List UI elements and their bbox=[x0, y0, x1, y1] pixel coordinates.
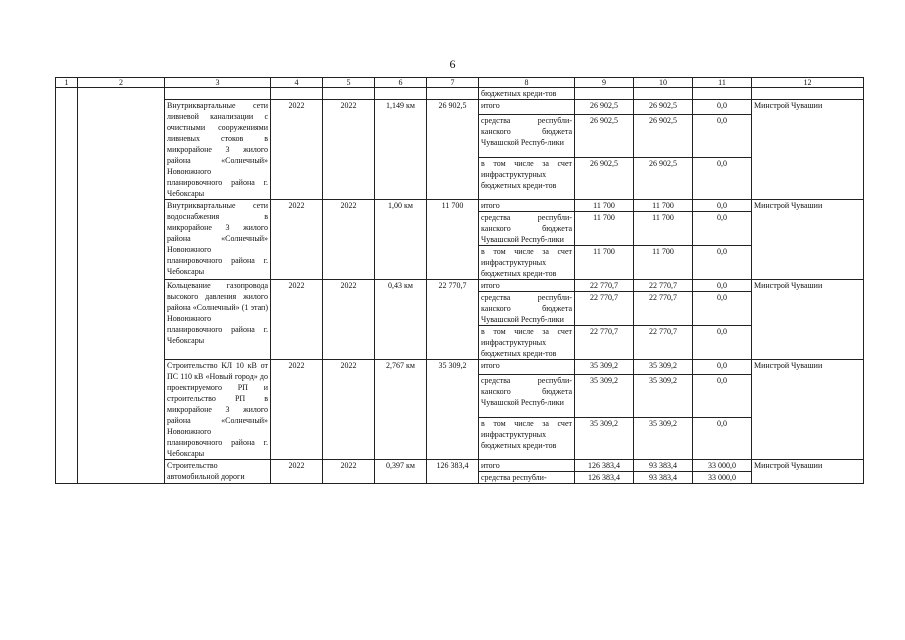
amount-col10: 93 383,4 bbox=[634, 460, 693, 472]
header-row bbox=[56, 78, 864, 88]
column-header: 8 bbox=[479, 78, 575, 88]
funding-source: итого bbox=[479, 460, 575, 472]
table-row bbox=[56, 88, 864, 100]
amount-col11: 0,0 bbox=[693, 115, 752, 158]
start-year: 2022 bbox=[271, 100, 323, 200]
amount-col10: 35 309,2 bbox=[634, 360, 693, 375]
amount-col9: 35 309,2 bbox=[575, 375, 634, 418]
amount-col10: 11 700 bbox=[634, 246, 693, 280]
amount-col9: 35 309,2 bbox=[575, 360, 634, 375]
amount-col10: 11 700 bbox=[634, 200, 693, 212]
amount-col10: 22 770,7 bbox=[634, 280, 693, 292]
amount-col10: 26 902,5 bbox=[634, 115, 693, 158]
amount-col9: 11 700 bbox=[575, 212, 634, 246]
project-name: Строительство автомобильной дороги bbox=[165, 460, 271, 484]
funding-source: средства республи-канского бюджета Чувашской Респуб-лики bbox=[479, 375, 575, 418]
table-row bbox=[56, 460, 864, 472]
funding-source: итого bbox=[479, 360, 575, 375]
amount-col10: 93 383,4 bbox=[634, 472, 693, 484]
funding-source: итого bbox=[479, 200, 575, 212]
start-year: 2022 bbox=[271, 200, 323, 280]
amount-col11: 0,0 bbox=[693, 212, 752, 246]
amount-col11: 0,0 bbox=[693, 246, 752, 280]
responsible-org: Минстрой Чувашии bbox=[752, 360, 864, 460]
project-name: Внутриквартальные сети ливневой канализации с очистными сооружениями ливневых стоков в микрорайоне 3 жилого района «Солнечный» Новоюжного планировочного района г. Чебоксары bbox=[165, 100, 271, 200]
responsible-org: Минстрой Чувашии bbox=[752, 200, 864, 280]
amount-col10: 22 770,7 bbox=[634, 326, 693, 360]
amount-col9: 11 700 bbox=[575, 200, 634, 212]
funding-source: средства республи-канского бюджета Чувашской Респуб-лики bbox=[479, 115, 575, 158]
funding-source: итого bbox=[479, 280, 575, 292]
amount-col9: 11 700 bbox=[575, 246, 634, 280]
capacity: 0,43 км bbox=[375, 280, 427, 360]
amount-col11: 0,0 bbox=[693, 157, 752, 200]
column-header: 6 bbox=[375, 78, 427, 88]
end-year: 2022 bbox=[323, 200, 375, 280]
amount-col10: 35 309,2 bbox=[634, 375, 693, 418]
funding-source: в том числе за счет инфраструктурных бюджетных креди-тов bbox=[479, 246, 575, 280]
amount-col9: 126 383,4 bbox=[575, 460, 634, 472]
amount-col11: 0,0 bbox=[693, 292, 752, 326]
responsible-org: Минстрой Чувашии bbox=[752, 460, 864, 484]
responsible-org: Минстрой Чувашии bbox=[752, 100, 864, 200]
cell-empty bbox=[271, 88, 323, 100]
project-name: Кольцевание газопровода высокого давления жилого района «Солнечный» (1 этап) Новоюжного планировочного района г. Чебоксары bbox=[165, 280, 271, 360]
amount-col9: 22 770,7 bbox=[575, 292, 634, 326]
funding-source: бюджетных креди-тов bbox=[479, 88, 575, 100]
cell-empty bbox=[323, 88, 375, 100]
column-header: 10 bbox=[634, 78, 693, 88]
column-header: 4 bbox=[271, 78, 323, 88]
amount-col9: 26 902,5 bbox=[575, 100, 634, 115]
amount-col9: 22 770,7 bbox=[575, 280, 634, 292]
estimated-cost: 35 309,2 bbox=[427, 360, 479, 460]
column-header: 2 bbox=[78, 78, 165, 88]
project-name: Строительство КЛ 10 кВ от ПС 110 кВ «Новый город» до проектируемого РП и строительство РП в микрорайоне 3 жилого района «Солнечный» Новоюжного планировочного района г. Чебоксары bbox=[165, 360, 271, 460]
capacity: 1,149 км bbox=[375, 100, 427, 200]
responsible-org: Минстрой Чувашии bbox=[752, 280, 864, 360]
amount-col10: 22 770,7 bbox=[634, 292, 693, 326]
amount-col9: 22 770,7 bbox=[575, 326, 634, 360]
table-row bbox=[56, 200, 864, 212]
column-header: 5 bbox=[323, 78, 375, 88]
amount-col10: 35 309,2 bbox=[634, 417, 693, 460]
cell-empty bbox=[165, 88, 271, 100]
amount-col11: 0,0 bbox=[693, 200, 752, 212]
capacity: 1,00 км bbox=[375, 200, 427, 280]
table-row bbox=[56, 280, 864, 292]
cell-empty bbox=[375, 88, 427, 100]
start-year: 2022 bbox=[271, 460, 323, 484]
amount-col11: 0,0 bbox=[693, 360, 752, 375]
amount-col10: 26 902,5 bbox=[634, 157, 693, 200]
end-year: 2022 bbox=[323, 280, 375, 360]
amount-col11: 33 000,0 bbox=[693, 460, 752, 472]
funding-source: в том числе за счет инфраструктурных бюджетных креди-тов bbox=[479, 157, 575, 200]
funding-source: в том числе за счет инфраструктурных бюджетных креди-тов bbox=[479, 417, 575, 460]
funding-source: средства республи- bbox=[479, 472, 575, 484]
cell-col2 bbox=[78, 88, 165, 484]
project-name: Внутриквартальные сети водоснабжения в микрорайоне 3 жилого района «Солнечный» Новоюжного планировочного района г. Чебоксары bbox=[165, 200, 271, 280]
end-year: 2022 bbox=[323, 100, 375, 200]
column-header: 3 bbox=[165, 78, 271, 88]
amount-col10: 11 700 bbox=[634, 212, 693, 246]
amount-col11: 33 000,0 bbox=[693, 472, 752, 484]
capacity: 2,767 км bbox=[375, 360, 427, 460]
column-header: 12 bbox=[752, 78, 864, 88]
amount-col11: 0,0 bbox=[693, 280, 752, 292]
amount-col9: 26 902,5 bbox=[575, 157, 634, 200]
column-header: 11 bbox=[693, 78, 752, 88]
cell-empty bbox=[693, 88, 752, 100]
table-row bbox=[56, 100, 864, 115]
column-header: 1 bbox=[56, 78, 78, 88]
column-header: 9 bbox=[575, 78, 634, 88]
cell-empty bbox=[634, 88, 693, 100]
page-number: 6 bbox=[449, 57, 456, 71]
budget-table bbox=[55, 77, 864, 484]
start-year: 2022 bbox=[271, 280, 323, 360]
amount-col11: 0,0 bbox=[693, 326, 752, 360]
estimated-cost: 126 383,4 bbox=[427, 460, 479, 484]
end-year: 2022 bbox=[323, 360, 375, 460]
cell-empty bbox=[427, 88, 479, 100]
amount-col9: 35 309,2 bbox=[575, 417, 634, 460]
funding-source: средства республи-канского бюджета Чувашской Респуб-лики bbox=[479, 292, 575, 326]
amount-col10: 26 902,5 bbox=[634, 100, 693, 115]
column-header: 7 bbox=[427, 78, 479, 88]
amount-col11: 0,0 bbox=[693, 417, 752, 460]
amount-col9: 26 902,5 bbox=[575, 115, 634, 158]
estimated-cost: 11 700 bbox=[427, 200, 479, 280]
table-row bbox=[56, 360, 864, 375]
capacity: 0,397 км bbox=[375, 460, 427, 484]
cell-empty bbox=[575, 88, 634, 100]
amount-col9: 126 383,4 bbox=[575, 472, 634, 484]
funding-source: средства республи-канского бюджета Чувашской Респуб-лики bbox=[479, 212, 575, 246]
estimated-cost: 26 902,5 bbox=[427, 100, 479, 200]
estimated-cost: 22 770,7 bbox=[427, 280, 479, 360]
funding-source: в том числе за счет инфраструктурных бюджетных креди-тов bbox=[479, 326, 575, 360]
cell-empty bbox=[752, 88, 864, 100]
cell-col1 bbox=[56, 88, 78, 484]
funding-source: итого bbox=[479, 100, 575, 115]
amount-col11: 0,0 bbox=[693, 100, 752, 115]
end-year: 2022 bbox=[323, 460, 375, 484]
start-year: 2022 bbox=[271, 360, 323, 460]
amount-col11: 0,0 bbox=[693, 375, 752, 418]
